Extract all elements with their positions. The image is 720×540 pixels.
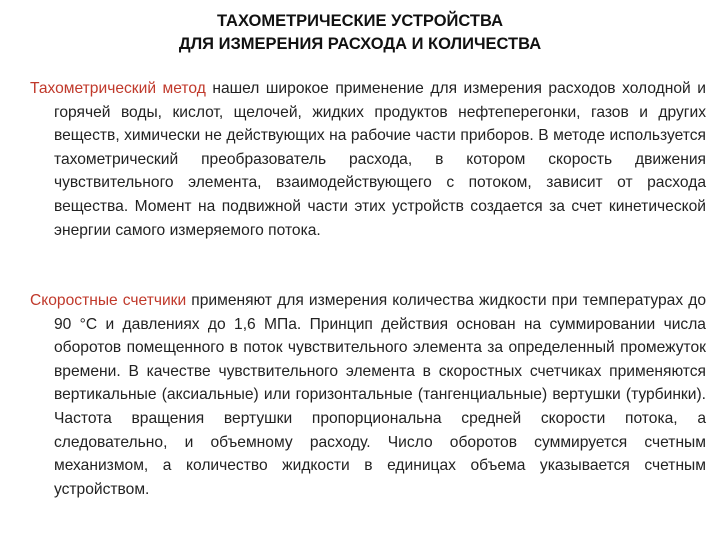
- paragraph-speed-counters: [30, 289, 706, 501]
- paragraph-1-text: нашел широкое применение для измерения расходов холодной и горячей воды, кислот, щелочей, жидких продуктов нефтеперегонки, газов и других веществ, химически не действующих на рабочие части приборов. В методе используется тахометрический преобразователь расхода, в котором скорость движения чувствительного элемента, взаимодействующего с потоком, зависит от расхода вещества. Момент на подвижной части этих устройств создается за счет кинетической энергии самого измеряемого потока.: [54, 80, 706, 239]
- page-title: [0, 10, 720, 56]
- paragraph-2-text: применяют для измерения количества жидкости при температурах до 90 °С и давлениях до 1,6 МПа. Принцип действия основан на суммировании числа оборотов помещенного в поток чувствительного элемента за определенный промежуток времени. В качестве чувствительного элемента в скоростных счетчиках применяются вертикальные (аксиальные) или горизонтальные (тангенциальные) вертушки (турбинки). Частота вращения вертушки пропорциональна средней скорости потока, а следовательно, и объемному расходу. Число оборотов суммируется счетным механизмом, а количество жидкости в единицах объема указывается счетным устройством.: [54, 292, 706, 498]
- term-tachometric-method: Тахометрический метод: [30, 80, 206, 97]
- paragraph-tachometric-method: [30, 77, 706, 242]
- title-line-1: ТАХОМЕТРИЧЕСКИЕ УСТРОЙСТВА: [216, 12, 504, 30]
- title-line-2: ДЛЯ ИЗМЕРЕНИЯ РАСХОДА И КОЛИЧЕСТВА: [178, 35, 542, 53]
- term-speed-counters: Скоростные счетчики: [30, 292, 187, 309]
